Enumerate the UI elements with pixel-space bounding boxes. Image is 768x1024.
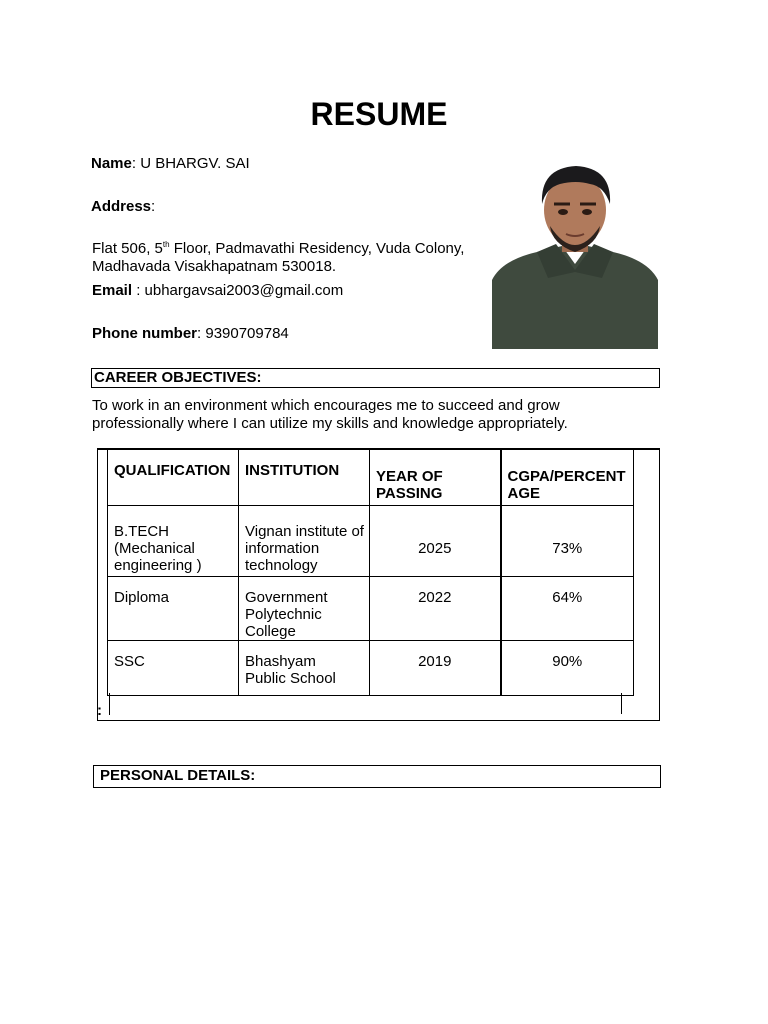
- career-objective-line-1: To work in an environment which encourages me to succeed and grow: [92, 397, 560, 414]
- address-text-line-1: [92, 240, 464, 258]
- resume-title: RESUME: [310, 96, 448, 132]
- row-diploma-year: 2022: [370, 577, 501, 641]
- email-label: Email: [92, 282, 133, 299]
- address-line: [91, 198, 155, 216]
- address-part-b: Floor, Padmavathi Residency, Vuda Colony,: [169, 240, 465, 257]
- row-diploma-institution: Government Polytechnic College: [239, 577, 370, 641]
- career-objectives-heading: CAREER OBJECTIVES:: [91, 368, 660, 388]
- row-ssc-score: 90%: [501, 641, 634, 696]
- table-row: [108, 641, 634, 696]
- header-year-of-passing: YEAR OF PASSING: [370, 450, 501, 506]
- education-header-row: [108, 450, 634, 506]
- row-ssc-institution: Bhashyam Public School: [239, 641, 370, 696]
- address-part-a: Flat 506, 5: [92, 240, 163, 257]
- education-table: [107, 449, 634, 696]
- row-ssc-qualification: SSC: [108, 641, 239, 696]
- phone-value: : 9390709784: [197, 325, 289, 342]
- email-line: [92, 282, 343, 300]
- email-value[interactable]: : ubhargavsai2003@gmail.com: [132, 282, 344, 299]
- table-stub-left: [109, 693, 110, 715]
- address-text-line-2: Madhavada Visakhapatnam 530018.: [92, 258, 337, 275]
- address-label: Address: [91, 198, 152, 215]
- name-value: : U BHARGV. SAI: [131, 155, 250, 172]
- profile-photo: [492, 160, 658, 349]
- phone-line: [92, 325, 289, 343]
- table-row: [108, 506, 634, 577]
- row-diploma-score: 64%: [501, 577, 634, 641]
- row-btech-qualification: B.TECH (Mechanical engineering ): [108, 506, 239, 577]
- header-institution: INSTITUTION: [239, 450, 370, 506]
- row-diploma-qualification: Diploma: [108, 577, 239, 641]
- name-label: Name: [91, 155, 132, 172]
- header-cgpa-percentage: CGPA/PERCENT AGE: [501, 450, 634, 506]
- row-btech-score: 73%: [501, 506, 634, 577]
- table-trailing-colon: :: [97, 702, 102, 719]
- table-row: [108, 577, 634, 641]
- row-btech-year: 2025: [370, 506, 501, 577]
- career-objective-line-2: professionally where I can utilize my skills and knowledge appropriately.: [92, 415, 568, 432]
- address-colon: :: [151, 198, 156, 215]
- profile-photo-illustration: [492, 160, 658, 349]
- row-ssc-year: 2019: [370, 641, 501, 696]
- address-superscript: th: [162, 240, 170, 249]
- name-line: [91, 155, 250, 173]
- personal-details-heading: PERSONAL DETAILS:: [93, 765, 661, 788]
- row-btech-institution: Vignan institute of information technology: [239, 506, 370, 577]
- table-stub-right: [621, 693, 622, 714]
- phone-label: Phone number: [92, 325, 198, 342]
- header-qualification: QUALIFICATION: [108, 450, 239, 506]
